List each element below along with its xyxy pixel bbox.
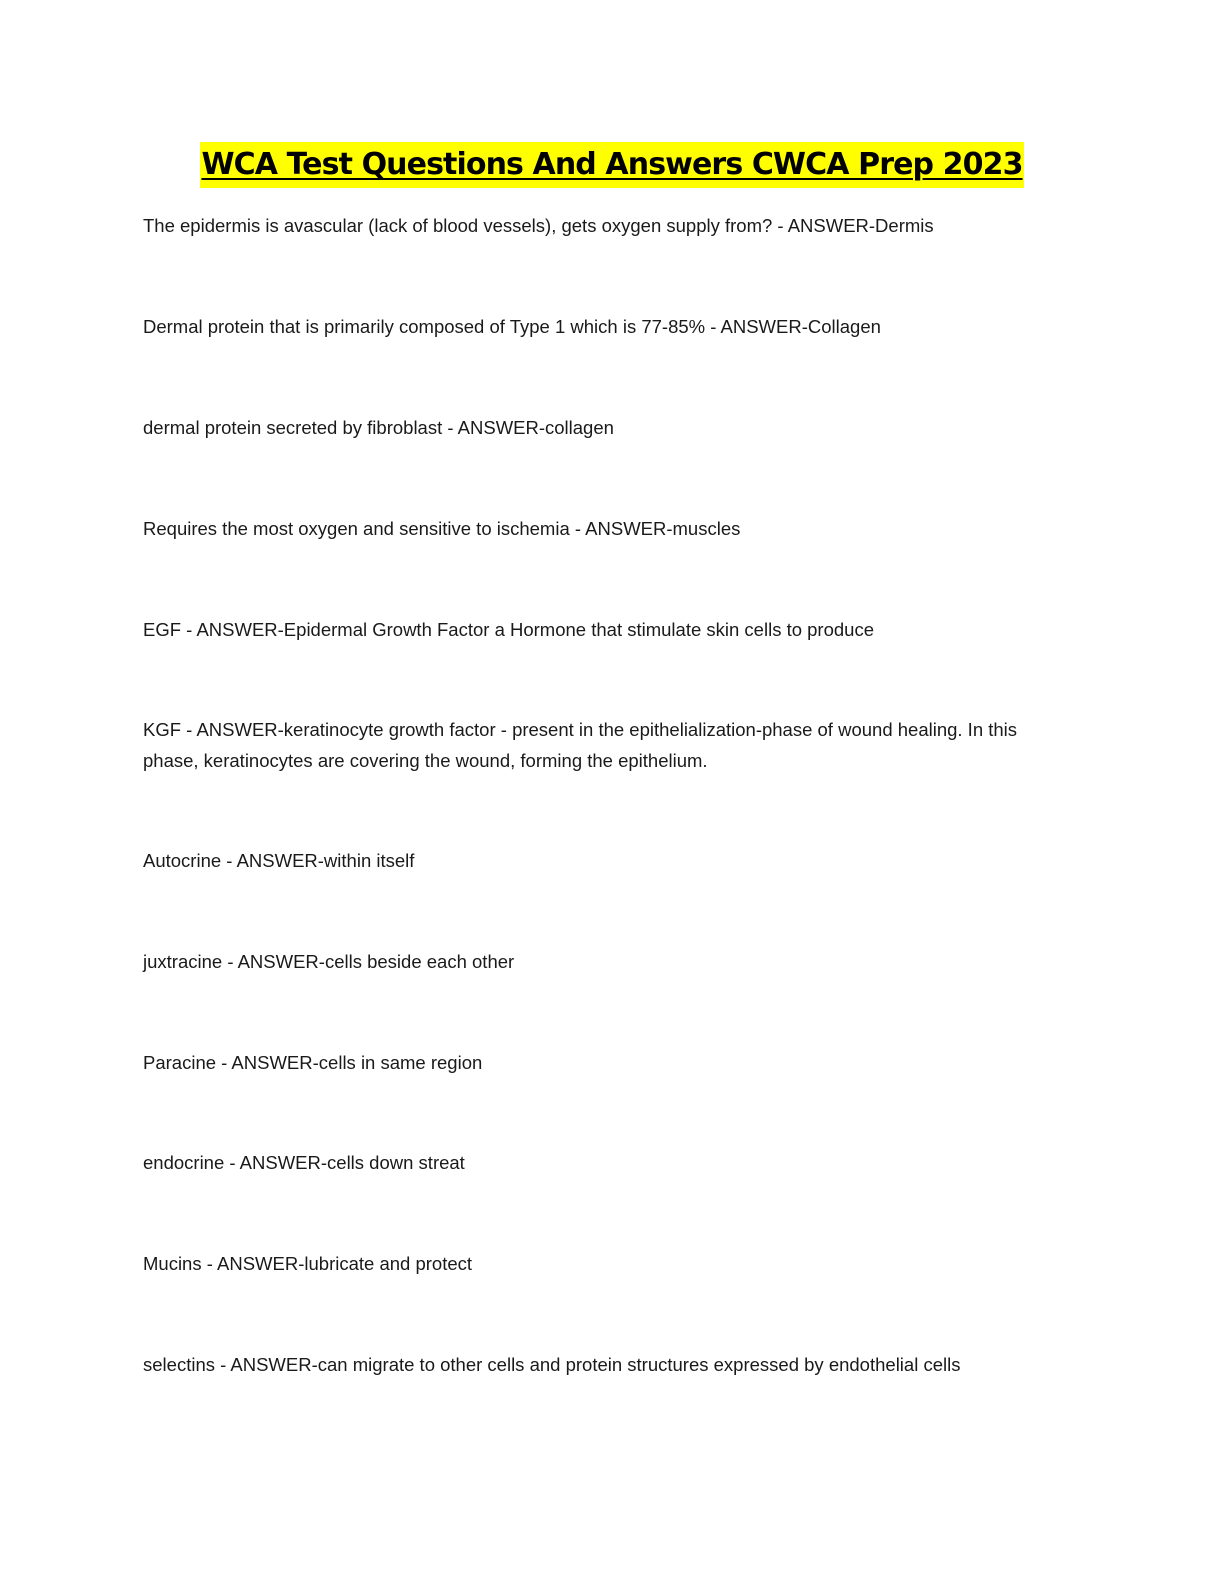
- qa-item-juxtracine: juxtracine - ANSWER-cells beside each other: [143, 951, 515, 972]
- document-title: WCA Test Questions And Answers CWCA Prep 2023: [200, 142, 1023, 188]
- qa-item-mucins: Mucins - ANSWER-lubricate and protect: [143, 1253, 473, 1274]
- qa-item-kgf: KGF - ANSWER-keratinocyte growth factor - present in the epithelialization-phase of wound healing. In this phase, keratinocytes are covering the wound, forming the epithelium.: [143, 719, 1018, 771]
- qa-item-autocrine: Autocrine - ANSWER-within itself: [143, 850, 415, 871]
- qa-item-fibroblast: dermal protein secreted by fibroblast - ANSWER-collagen: [143, 417, 614, 438]
- qa-item-endocrine: endocrine - ANSWER-cells down streat: [143, 1152, 465, 1173]
- qa-item-paracine: Paracine - ANSWER-cells in same region: [143, 1052, 483, 1073]
- qa-item-egf: EGF - ANSWER-Epidermal Growth Factor a Hormone that stimulate skin cells to produce: [143, 619, 875, 640]
- qa-item-dermal-protein-type1: Dermal protein that is primarily composed of Type 1 which is 77-85% - ANSWER-Collagen: [143, 316, 881, 337]
- title-container: [0, 142, 1224, 188]
- qa-item-selectins: selectins - ANSWER-can migrate to other cells and protein structures expressed by endothelial cells: [143, 1354, 961, 1375]
- qa-item-ischemia: Requires the most oxygen and sensitive to ischemia - ANSWER-muscles: [143, 518, 741, 539]
- qa-item-epidermis: The epidermis is avascular (lack of blood vessels), gets oxygen supply from? - ANSWER-Dermis: [143, 215, 934, 236]
